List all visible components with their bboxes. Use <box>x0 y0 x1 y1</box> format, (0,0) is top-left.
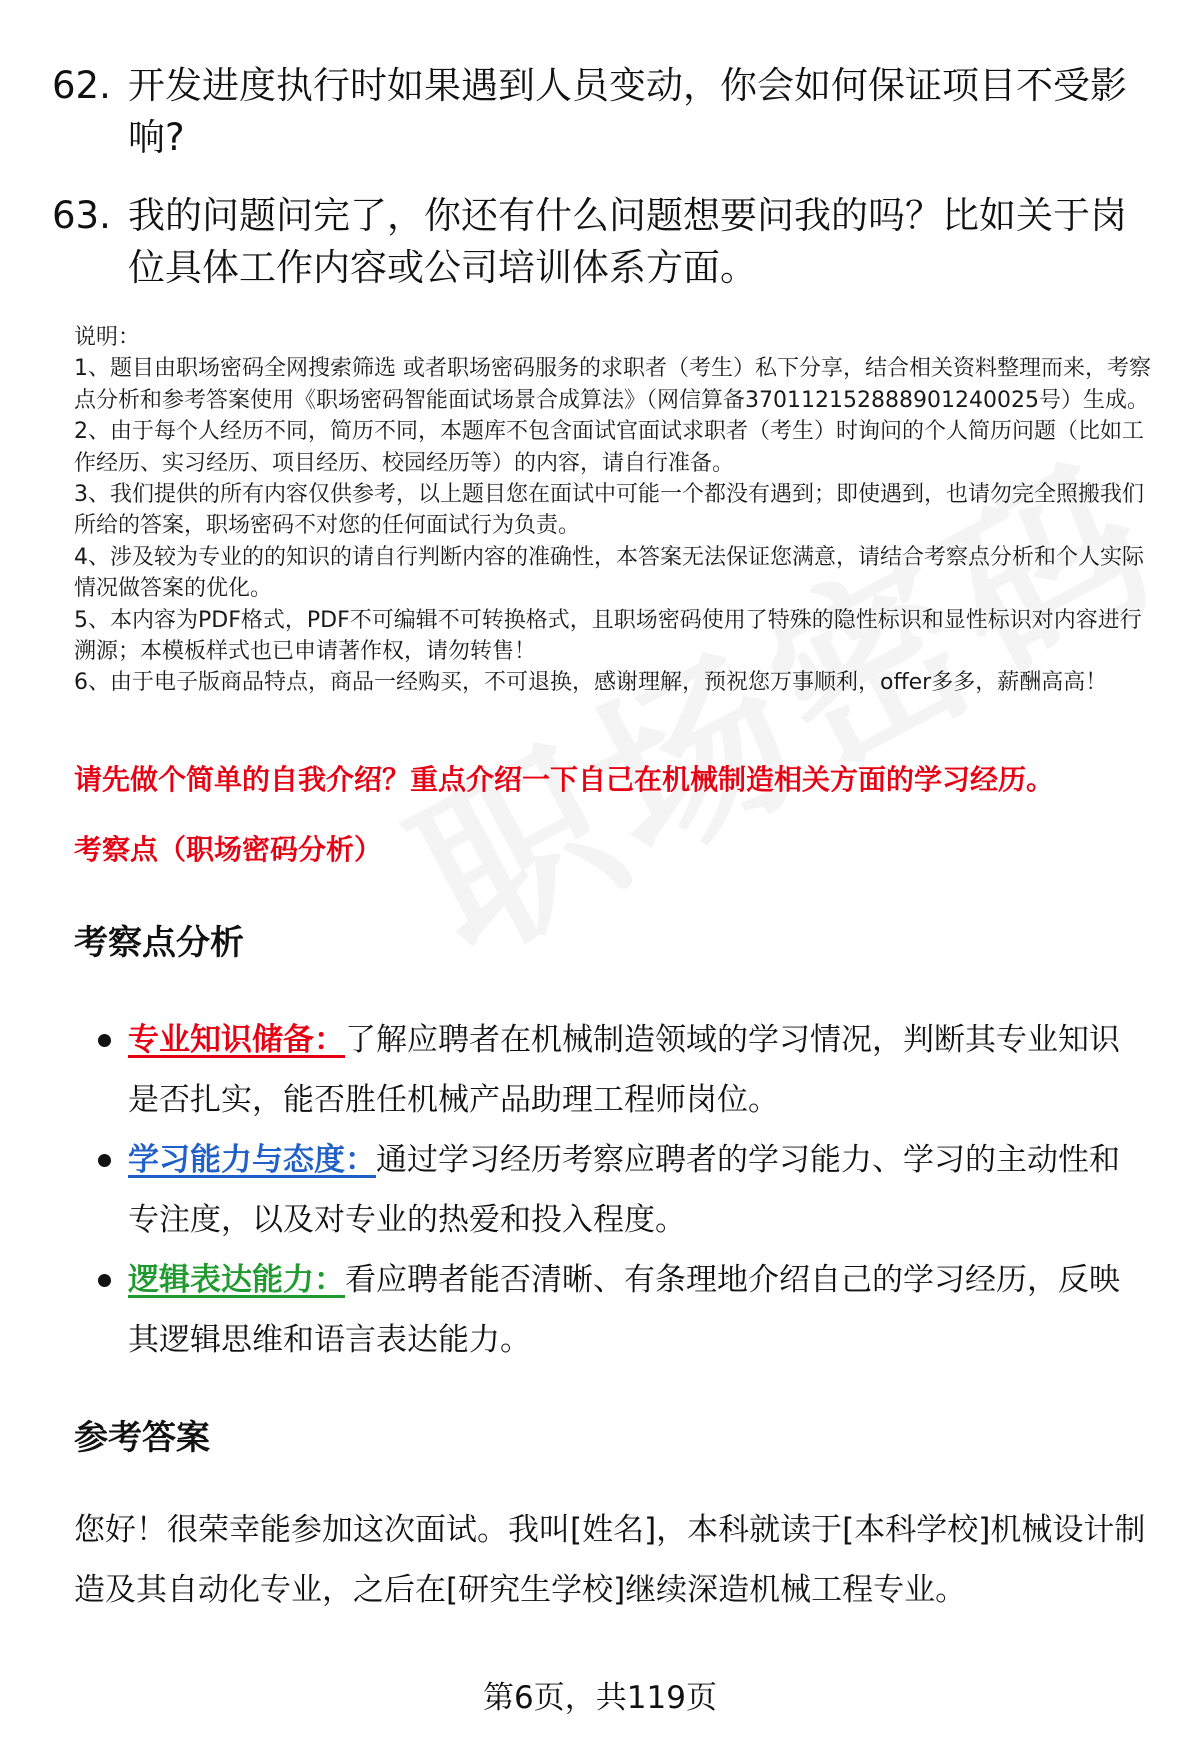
bullet-keyword: 学习能力与态度： <box>128 1142 376 1178</box>
note-item: 3、我们提供的所有内容仅供参考，以上题目您在面试中可能一个都没有遇到；即使遇到，也请勿完全照搬我们所给的答案，职场密码不对您的任何面试行为负责。 <box>74 482 1145 539</box>
bullet-text: 通过学习经历考察应聘者的学习能力、学习的主动性和专注度，以及对专业的热爱和投入程度。 <box>128 1142 1120 1238</box>
bullet-text: 了解应聘者在机械制造领域的学习情况，判断其专业知识是否扎实，能否胜任机械产品助理工程师岗位。 <box>128 1022 1120 1118</box>
analysis-section-title: 考察点（职场密码分析） <box>74 833 383 866</box>
list-item <box>94 1010 1150 1130</box>
note-item: 2、由于每个人经历不同，简历不同，本题库不包含面试官面试求职者（考生）时询问的个人简历问题（比如工作经历、实习经历、项目经历、校园经历等）的内容，请自行准备。 <box>74 419 1145 476</box>
bullet-icon <box>98 1034 111 1047</box>
note-item: 1、题目由职场密码全网搜索筛选 或者职场密码服务的求职者（考生）私下分享，结合相关资料整理而来，考察点分析和参考答案使用《职场密码智能面试场景合成算法》（网信算备370112152888901240025号）生成。 <box>74 356 1151 413</box>
interview-question: 请先做个简单的自我介绍？重点介绍一下自己在机械制造相关方面的学习经历。 <box>74 763 1055 796</box>
question-text: 我的问题问完了，你还有什么问题想要问我的吗？比如关于岗位具体工作内容或公司培训体系方面。 <box>128 194 1127 289</box>
bullet-keyword: 专业知识储备： <box>128 1022 345 1058</box>
question-number: 63. <box>52 194 111 237</box>
question-63 <box>52 190 1140 294</box>
analysis-heading: 考察点分析 <box>74 923 244 963</box>
analysis-list <box>94 1010 1150 1370</box>
note-item: 5、本内容为PDF格式，PDF不可编辑不可转换格式，且职场密码使用了特殊的隐性标识和显性标识对内容进行溯源；本模板样式也已申请著作权，请勿转售！ <box>74 607 1142 665</box>
note-item: 4、涉及较为专业的的知识的请自行判断内容的准确性，本答案无法保证您满意，请结合考察点分析和个人实际情况做答案的优化。 <box>74 544 1145 602</box>
bullet-icon <box>98 1274 111 1287</box>
notes-title: 说明： <box>74 325 141 350</box>
bullet-text: 看应聘者能否清晰、有条理地介绍自己的学习经历，反映其逻辑思维和语言表达能力。 <box>128 1262 1120 1358</box>
note-item: 6、由于电子版商品特点，商品一经购买，不可退换，感谢理解，预祝您万事顺利，offer多多，薪酬高高！ <box>74 670 1108 696</box>
bullet-icon <box>98 1154 111 1167</box>
answer-text: 您好！很荣幸能参加这次面试。我叫[姓名]，本科就读于[本科学校]机械设计制造及其自动化专业，之后在[研究生学校]继续深造机械工程专业。 <box>74 1512 1146 1608</box>
bullet-keyword: 逻辑表达能力： <box>128 1262 345 1298</box>
question-text: 开发进度执行时如果遇到人员变动，你会如何保证项目不受影响? <box>128 64 1127 159</box>
page-footer: 第6页，共119页 <box>483 1680 717 1716</box>
question-number: 62. <box>52 64 111 107</box>
list-item <box>94 1250 1150 1370</box>
question-62 <box>52 60 1140 164</box>
notes-block <box>74 322 1156 699</box>
list-item <box>94 1130 1150 1250</box>
answer-heading: 参考答案 <box>74 1418 210 1458</box>
